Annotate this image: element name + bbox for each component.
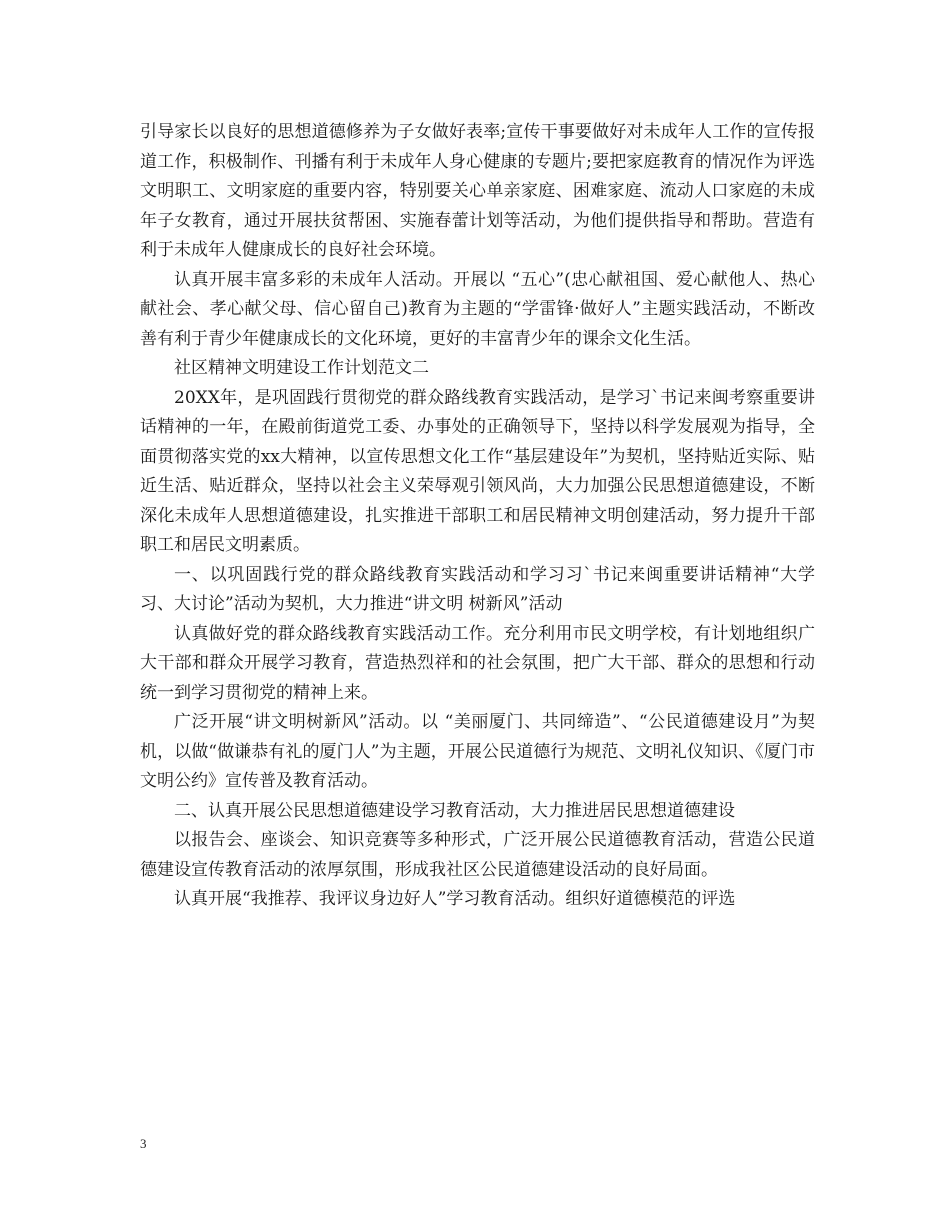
paragraph-7: 广泛开展“讲文明树新风”活动。以 “美丽厦门、共同缔造”、“公民道德建设月”为契机，以做“做谦恭有礼的厦门人”为主题，开展公民道德行为规范、文明礼仪知识、《厦门市文明公约》宣传普及教育活动。 xyxy=(140,712,815,791)
paragraph-4: 20XX年，是巩固践行贯彻党的群众路线教育实践活动，是学习`书记来闽考察重要讲话精神的一年，在殿前街道党工委、办事处的正确领导下，坚持以科学发展观为指导，全面贯彻落实党的xx大精神，以宣传思想文化工作“基层建设年”为契机，坚持贴近实际、贴近生活、贴近群众，坚持以社会主义荣辱观引领风尚，大力加强公民思想道德建设，不断深化未成年人思想道德建设，扎实推进干部职工和居民精神文明创建活动，努力提升干部职工和居民文明素质。 xyxy=(140,387,815,555)
paragraph-1: 引导家长以良好的思想道德修养为子女做好表率;宣传干事要做好对未成年人工作的宣传报道工作，积极制作、刊播有利于未成年人身心健康的专题片;要把家庭教育的情况作为评选文明职工、文明家庭的重要内容，特别要关心单亲家庭、困难家庭、流动人口家庭的未成年子女教育，通过开展扶贫帮困、实施春蕾计划等活动，为他们提供指导和帮助。营造有利于未成年人健康成长的良好社会环境。 xyxy=(140,122,815,260)
paragraph-6: 认真做好党的群众路线教育实践活动工作。充分利用市民文明学校，有计划地组织广大干部和群众开展学习教育，营造热烈祥和的社会氛围，把广大干部、群众的思想和行动统一到学习贯彻党的精神上来。 xyxy=(140,623,815,703)
heading-two: 二、认真开展公民思想道德建设学习教育活动，大力推进居民思想道德建设 xyxy=(174,800,735,821)
document-body xyxy=(140,118,815,915)
paragraph-10: 认真开展“我推荐、我评议身边好人”学习教育活动。组织好道德模范的评选 xyxy=(174,889,736,909)
paragraph-2: 认真开展丰富多彩的未成年人活动。开展以 “五心”(忠心献祖国、爱心献他人、热心献社会、孝心献父母、信心留自己)教育为主题的“学雷锋·做好人”主题实践活动，不断改善有利于青少年健康成长的文化环境，更好的丰富青少年的课余文化生活。 xyxy=(140,269,815,349)
heading-one: 一、以巩固践行党的群众路线教育实践活动和学习习`书记来闽重要讲话精神“大学习、大讨论”活动为契机，大力推进“讲文明 树新风”活动 xyxy=(140,564,815,614)
section-title: 社区精神文明建设工作计划范文二 xyxy=(174,358,429,378)
page-number: 3 xyxy=(140,1136,147,1151)
paragraph-9: 以报告会、座谈会、知识竞赛等多种形式，广泛开展公民道德教育活动，营造公民道德建设宣传教育活动的浓厚氛围，形成我社区公民道德建设活动的良好局面。 xyxy=(140,830,815,880)
